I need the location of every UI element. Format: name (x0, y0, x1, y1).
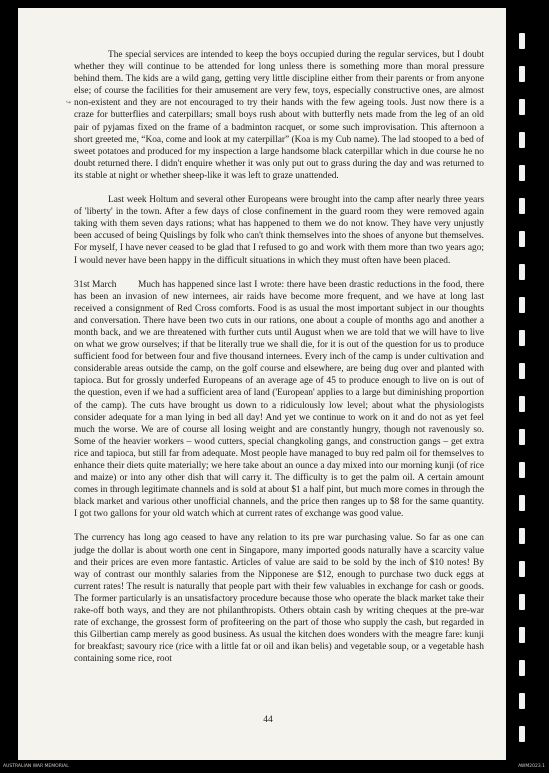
binding-hole (519, 495, 525, 511)
entry-date: 31st March (74, 279, 117, 290)
paragraph-3 (74, 279, 484, 521)
paragraph-4: The currency has long ago ceased to have any relation to its pre war purchasing value. So far as one can judge the dollar is about worth one cent in Singapore, many imported goods naturally have a scarcity value and their prices are even more fantastic. Articles of value are said to be sold by the inch of $10 notes! By way of contrast our monthly salaries from the Nipponese are $12, enough to purchase two duck eggs at current rates! The result is naturally that people part with their few valuables in exchange for cash or goods. The former particularly is an unsatisfactory procedure because those who operate the black market take their rake-off both ways, and they are not philanthropists. Others obtain cash by writing cheques at the pre-war rate of exchange, the grossest form of profiteering on the part of those who supply the cash, but regarded in this Gilbertian camp merely as good business. As usual the kitchen does wonders with the meagre fare: kunji for breakfast; savoury rice (rice with a little fat or oil and ikan belis) and vegetable soup, or a vegetable hash containing some rice, root (74, 533, 484, 665)
margin-mark: ↪ (66, 99, 72, 106)
binding-hole (519, 297, 525, 313)
binding-hole (519, 660, 525, 676)
paragraph-2: Last week Holtum and several other Europeans were brought into the camp after nearly three years of 'liberty' in the town. After a few days of close confinement in the guard room they were removed again taking with them seven days rations; what has happened to them we do not know. They have very unjustly been accused of being Quislings by folk who can't think themselves into the shoes of anyone but themselves. For myself, I have never ceased to be glad that I refused to go and work with them more than two years ago; I would never have been happy in the difficult situations in which they must often have been placed. (74, 195, 484, 266)
document-body (74, 49, 484, 666)
binding-hole (519, 528, 525, 544)
binding-hole (519, 33, 525, 49)
archive-footer-left: AUSTRALIAN WAR MEMORIAL (3, 764, 69, 769)
binding-hole (519, 99, 525, 115)
page-number: 44 (263, 715, 273, 725)
document-page (18, 8, 506, 760)
binding-hole (519, 462, 525, 478)
binding-hole (519, 165, 525, 181)
binding-hole (519, 561, 525, 577)
binding-hole (519, 264, 525, 280)
binding-hole (519, 726, 525, 742)
paragraph-3-text: Much has happened since last I wrote: there have been drastic reductions in the food, there has been an invasion of new internees, air raids have become more frequent, and we have at long last received a consignment of Red Cross comforts. Food is as usual the most important subject in our thoughts and conversation. There have been two cuts in our rations, one about a couple of months ago and another a month back, and we are threatened with further cuts until August when we are told that we will have to live on what we grow ourselves; if that be literally true we shall die, for it is out of the question for us to produce sufficient food for between four and five thousand internees. Every inch of the camp is under cultivation and considerable areas outside the camp, on the golf course and elsewhere, are being dug over and planted with tapioca. But for grossly underfed Europeans of an average age of 45 to produce enough to live on is out of the question, even if we had a sufficient area of land ('European' applies to a large but diminishing proportion of the camp). The cuts have brought us down to a ridiculously low level; about what the physiologists consider adequate for a man lying in bed all day! And yet we continue to work on it and do not as yet feel much the worse. We are of course all losing weight and are constantly hungry, though not ravenously so. Some of the heavier workers – wood cutters, special changkoling gangs, and construction gangs – get extra rice and tapioca, but still far from adequate. Most people have managed to buy red palm oil for themselves to enhance their diets quite materially; we here take about an ounce a day mixed into our morning kunji (of rice and maize) or into any other dish that will carry it. The difficulty is to get the palm oil. A certain amount comes in through legitimate channels and is sold at about $1 a half pint, but much more comes in through the black market and various other unofficial channels, and the price then ranges up to $8 for the same quantity. I got two gallons for your old watch which at current rates of exchange was good value. (74, 279, 484, 520)
binding-hole (519, 231, 525, 247)
archive-footer-right: AWM2023.1 (518, 764, 545, 769)
binding-hole (519, 198, 525, 214)
binding-hole (519, 627, 525, 643)
binding-hole (519, 132, 525, 148)
binding-holes (519, 0, 529, 773)
binding-hole (519, 396, 525, 412)
binding-hole (519, 429, 525, 445)
binding-hole (519, 363, 525, 379)
paragraph-1: The special services are intended to keep the boys occupied during the regular services, but I doubt whether they will continue to be attended for long unless there is something more than moral pressure behind them. The kids are a wild gang, getting very little discipline either from their parents or from anyone else; of course the facilities for their amusement are very few, toys, especially constructive ones, are almost non-existent and they are not encouraged to try their hands with the few ageing tools. Just now there is a craze for butterflies and caterpillars; small boys rush about with butterfly nets made from the leg of an old pair of pyjamas fixed on the frame of a badminton racquet, or some such improvisation. This afternoon a short greeted me, “Koa, come and look at my caterpillar” (Koa is my Cub name). The lad stooped to a bed of sweet potatoes and produced for my inspection a large handsome black caterpillar which in due course he no doubt returned there. I didn't enquire whether it was only put out to grass during the day and was returned to its stable at night or whether sheep-like it was left to graze unattended. (74, 50, 484, 181)
binding-hole (519, 330, 525, 346)
binding-hole (519, 594, 525, 610)
binding-hole (519, 66, 525, 82)
binding-hole (519, 693, 525, 709)
